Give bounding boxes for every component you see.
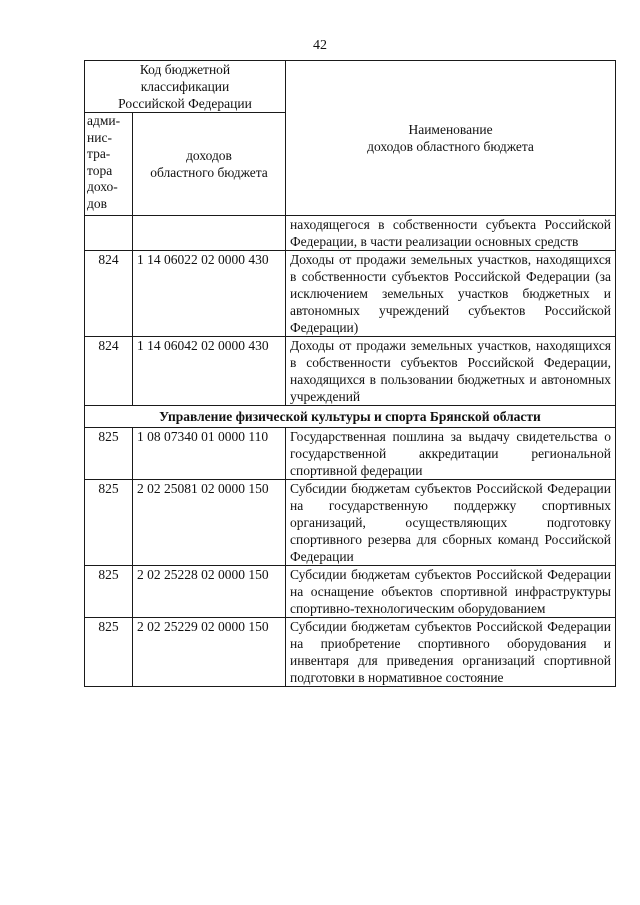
income-code-header <box>133 113 286 216</box>
admin-header-line: дохо- <box>87 179 118 194</box>
table-row <box>85 618 616 687</box>
income-code: 2 02 25081 02 0000 150 <box>133 480 286 566</box>
name-header <box>286 61 616 216</box>
name-header-line: доходов областного бюджета <box>367 139 534 154</box>
income-code: 2 02 25229 02 0000 150 <box>133 618 286 687</box>
admin-code: 824 <box>85 337 133 406</box>
admin-code: 825 <box>85 566 133 618</box>
income-description: Субсидии бюджетам субъектов Российской Федерации на государственную поддержку спортивных организаций, осуществляющих подготовку спортивного резерва для сборных команд Российской Федерации <box>286 480 616 566</box>
income-code: 1 08 07340 01 0000 110 <box>133 428 286 480</box>
admin-header-line: дов <box>87 195 107 211</box>
table-row <box>85 216 616 251</box>
admin-header-line: нис- <box>87 129 112 145</box>
admin-code: 825 <box>85 480 133 566</box>
income-description: Государственная пошлина за выдачу свидетельства о государственной аккредитации региональной спортивной федерации <box>286 428 616 480</box>
income-code <box>133 216 286 251</box>
admin-code: 824 <box>85 251 133 337</box>
table-row <box>85 251 616 337</box>
section-row <box>85 406 616 428</box>
income-description: находящегося в собственности субъекта Российской Федерации, в части реализации основных средств <box>286 216 616 251</box>
admin-code: 825 <box>85 618 133 687</box>
code-group-line: классификации <box>140 79 230 94</box>
page-number: 42 <box>313 38 327 53</box>
income-header-line: областного бюджета <box>150 165 268 180</box>
table-row <box>85 480 616 566</box>
admin-code: 825 <box>85 428 133 480</box>
admin-header <box>85 113 133 216</box>
income-description: Субсидии бюджетам субъектов Российской Федерации на приобретение спортивного оборудования и инвентаря для приведения организаций спортивной подготовки в нормативное состояние <box>286 618 616 687</box>
income-description: Доходы от продажи земельных участков, находящихся в собственности субъектов Российской Федерации, находящихся в пользовании бюджетных и автономных учреждений <box>286 337 616 406</box>
name-header-line: Наименование <box>408 122 493 137</box>
admin-header-line: тора <box>87 162 113 178</box>
table-row <box>85 337 616 406</box>
income-code: 2 02 25228 02 0000 150 <box>133 566 286 618</box>
admin-header-line: тра- <box>87 146 111 161</box>
budget-table <box>84 60 616 687</box>
table-row <box>85 566 616 618</box>
section-title: Управление физической культуры и спорта Брянской области <box>85 406 616 428</box>
code-group-line: Российской Федерации <box>118 96 252 111</box>
income-code: 1 14 06022 02 0000 430 <box>133 251 286 337</box>
admin-header-line: адми- <box>87 113 121 128</box>
income-description: Доходы от продажи земельных участков, находящихся в собственности субъектов Российской Федерации (за исключением земельных участков бюджетных и автономных учреждений субъектов Российской Федерации) <box>286 251 616 337</box>
admin-code <box>85 216 133 251</box>
header-row <box>85 61 616 113</box>
code-group-header <box>85 61 286 113</box>
table-row <box>85 428 616 480</box>
income-code: 1 14 06042 02 0000 430 <box>133 337 286 406</box>
code-group-line: Код бюджетной <box>139 62 231 77</box>
income-description: Субсидии бюджетам субъектов Российской Федерации на оснащение объектов спортивной инфраструктуры спортивно-технологическим оборудованием <box>286 566 616 618</box>
income-header-line: доходов <box>186 148 232 163</box>
